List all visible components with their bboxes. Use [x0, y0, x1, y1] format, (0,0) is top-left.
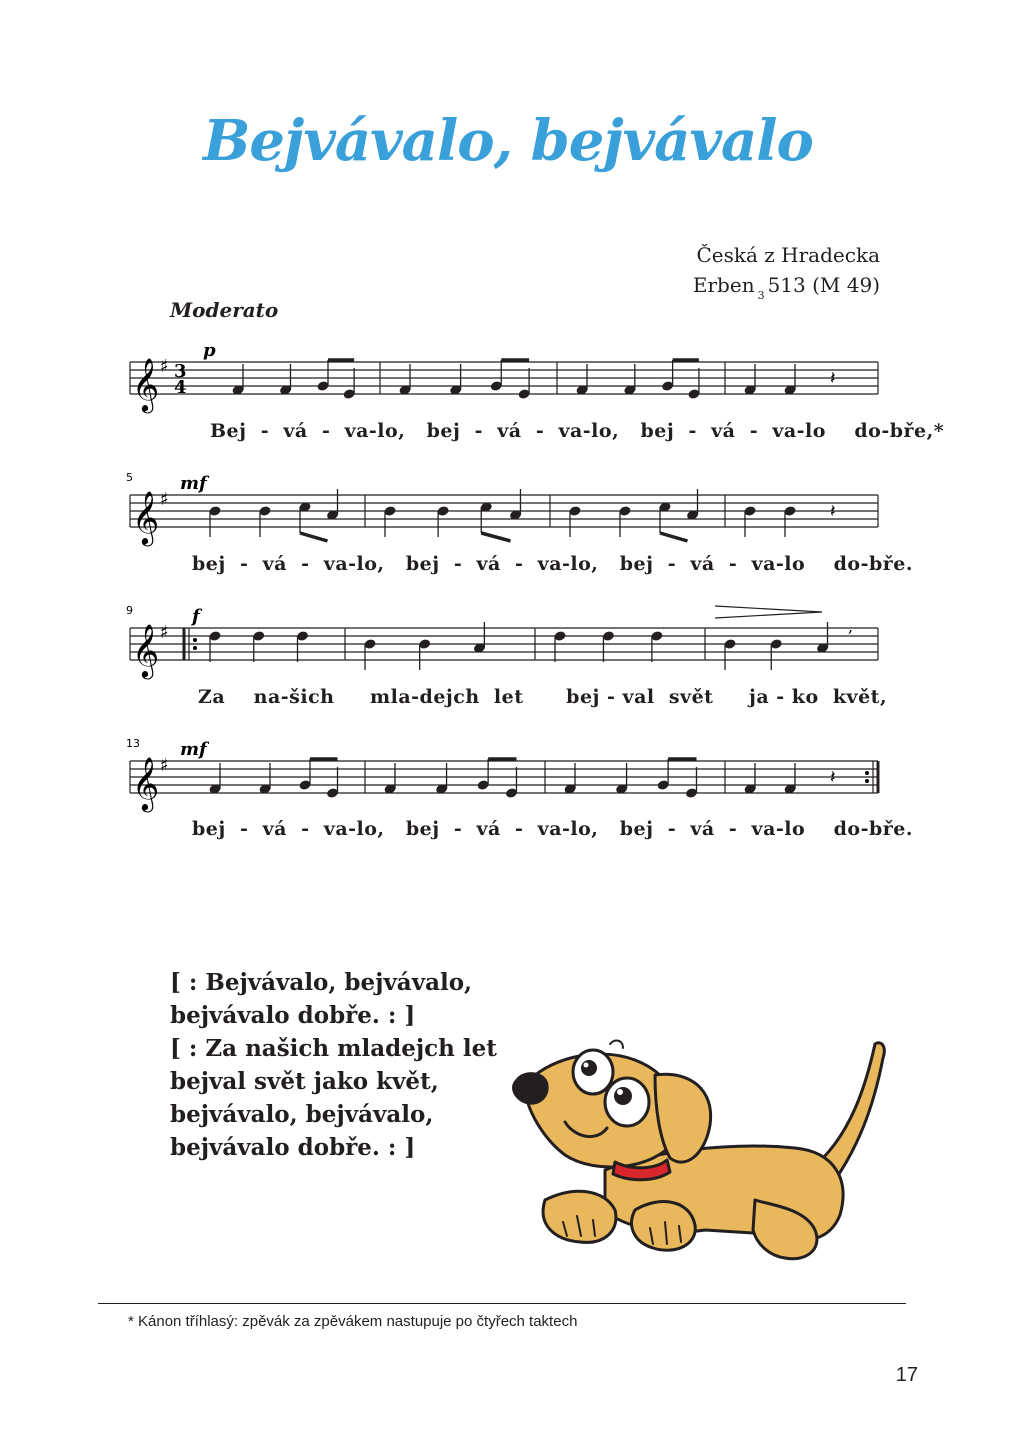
song-verse	[170, 966, 497, 1164]
footnote-divider	[98, 1303, 906, 1304]
quarter-rest: 𝄽	[830, 368, 836, 389]
eighth-beam	[660, 533, 688, 541]
verse-line: bejvávalo, bejvávalo,	[170, 1101, 434, 1128]
verse-line: bejval svět jako květ,	[170, 1068, 439, 1095]
repeat-dot	[193, 638, 197, 642]
decrescendo-hairpin	[715, 606, 822, 618]
repeat-dot	[865, 779, 869, 783]
lyrics-line-3: Za na-šich mla-dejch let bej - val svět ja - ko květ,	[198, 686, 888, 708]
time-signature-bottom: 4	[174, 377, 187, 398]
source-reference: Erben $_3$ 513 (M 49)	[692, 273, 880, 302]
dynamic-marking: f	[192, 606, 200, 627]
time-signature-top: 3	[174, 361, 187, 382]
treble-clef: 𝄞	[132, 756, 160, 810]
treble-clef: 𝄞	[132, 490, 160, 544]
verse-line: [ : Za našich mladejch let	[170, 1035, 497, 1062]
dynamic-marking: p	[203, 340, 216, 361]
lyrics-line-2: bej - vá - va-lo, bej - vá - va-lo, bej - vá - va-lo do-bře.	[192, 553, 913, 575]
key-signature-sharp: ♯	[160, 356, 169, 377]
verse-line: bejvávalo dobře. : ]	[170, 1134, 416, 1161]
measure-number: 5	[126, 471, 133, 484]
key-signature-sharp: ♯	[160, 755, 169, 776]
footnote: * Kánon tříhlasý: zpěvák za zpěvákem nastupuje po čtyřech taktech	[128, 1313, 578, 1330]
breath-mark: ,	[848, 617, 854, 636]
quarter-rest: 𝄽	[830, 767, 836, 788]
dynamic-marking: mf	[180, 739, 207, 760]
eighth-beam	[300, 533, 328, 541]
treble-clef: 𝄞	[132, 623, 160, 677]
repeat-dot	[865, 771, 869, 775]
dog-illustration	[505, 1030, 895, 1270]
page-number: 17	[895, 1364, 918, 1386]
key-signature-sharp: ♯	[160, 622, 169, 643]
tempo-marking: Moderato	[170, 298, 279, 322]
treble-clef: 𝄞	[132, 357, 160, 411]
eighth-beam	[481, 533, 510, 541]
verse-line: bejvávalo dobře. : ]	[170, 1002, 416, 1029]
measure-number: 13	[126, 737, 140, 750]
dynamic-marking: mf	[180, 473, 207, 494]
lyrics-line-1: Bej - vá - va-lo, bej - vá - va-lo, bej - vá - va-lo do-bře,*	[210, 420, 945, 442]
repeat-dot	[193, 646, 197, 650]
lyrics-line-4: bej - vá - va-lo, bej - vá - va-lo, bej - vá - va-lo do-bře.	[192, 818, 913, 840]
key-signature-sharp: ♯	[160, 489, 169, 510]
quarter-rest: 𝄽	[830, 501, 836, 522]
verse-line: [ : Bejvávalo, bejvávalo,	[170, 969, 473, 996]
source-region: Česká z Hradecka	[696, 243, 880, 267]
measure-number: 9	[126, 604, 133, 617]
page-title: Bejvávalo, bejvávalo	[203, 108, 813, 174]
